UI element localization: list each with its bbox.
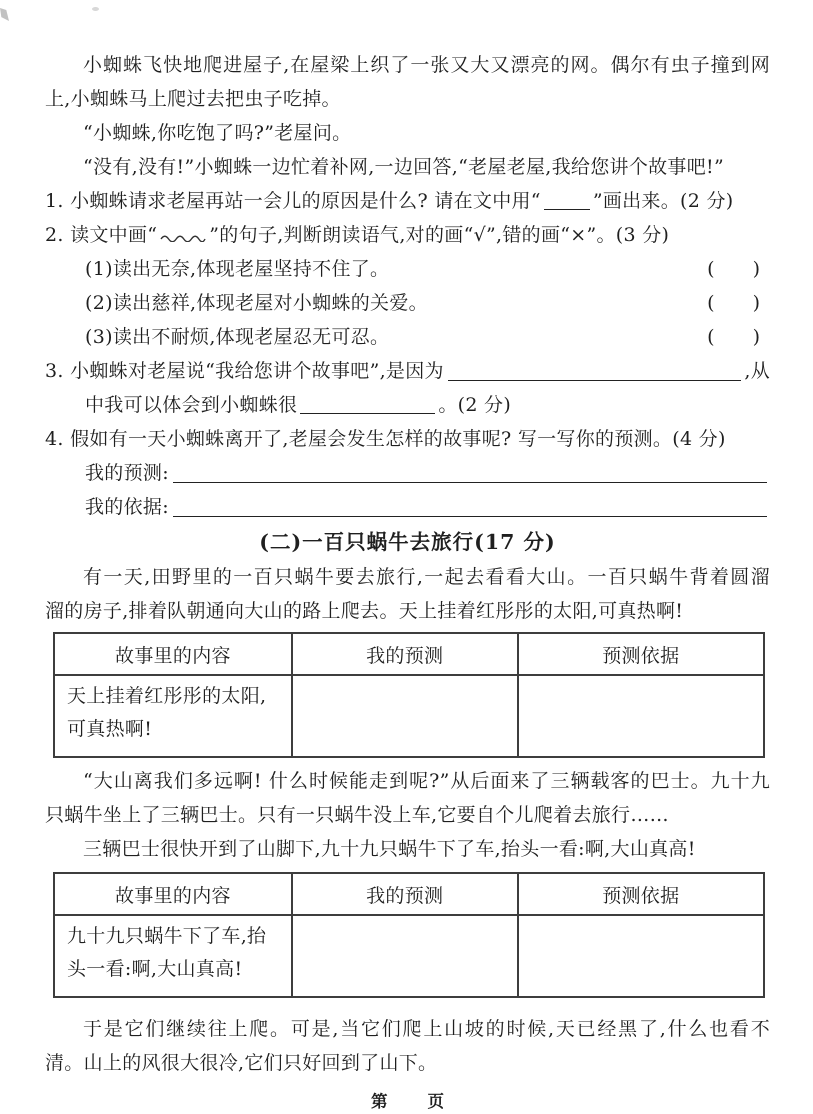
answer-brackets: ( ) xyxy=(707,258,760,280)
blank-underline xyxy=(300,409,435,414)
question-3-text-pre: 3. 小蜘蛛对老屋说“我给您讲个故事吧”,是因为 xyxy=(45,360,444,382)
table-row xyxy=(54,915,764,997)
table-cell-line: 天上挂着红彤彤的太阳, xyxy=(67,685,267,707)
question-3-line2-post: 。(2 分) xyxy=(438,394,512,416)
passage1-line: “没有,没有!”小蜘蛛一边忙着补网,一边回答,“老屋老屋,我给您讲个故事吧!” xyxy=(83,156,724,178)
sub-question-text: (1)读出无奈,体现老屋坚持不住了。 xyxy=(85,258,390,280)
blank-underline xyxy=(173,516,767,517)
table-header-basis: 预测依据 xyxy=(518,873,764,915)
prediction-row xyxy=(45,456,770,490)
table-cell-empty xyxy=(518,915,764,997)
section-2-heading: (二)一百只蜗牛去旅行(17 分) xyxy=(259,530,556,554)
blank-underline xyxy=(544,205,590,210)
table-cell-story xyxy=(54,675,292,757)
passage4-line: 清。山上的风很大很冷,它们只好回到了山下。 xyxy=(45,1052,438,1074)
passage2-line: 有一天,田野里的一百只蜗牛要去旅行,一起去看看大山。一百只蜗牛背着圆溜 xyxy=(83,566,770,588)
prediction-table-2 xyxy=(53,872,765,998)
question-3-line-2 xyxy=(45,388,770,422)
prediction-table-1 xyxy=(53,632,765,758)
table-cell-empty xyxy=(292,915,518,997)
blank-underline xyxy=(173,482,767,483)
sub-question-text: (3)读出不耐烦,体现老屋忍无可忍。 xyxy=(85,326,390,348)
question-2-text-pre: 2. 读文中画“ xyxy=(45,224,158,246)
table-cell-line: 九十九只蜗牛下了车,抬 xyxy=(67,925,267,947)
table-header-story: 故事里的内容 xyxy=(54,633,292,675)
passage3-line: 只蜗牛坐上了三辆巴士。只有一只蜗牛没上车,它要自个儿爬着去旅行…… xyxy=(45,804,669,826)
answer-brackets: ( ) xyxy=(707,292,760,314)
question-2 xyxy=(45,218,770,252)
passage3-line: 三辆巴士很快开到了山脚下,九十九只蜗牛下了车,抬头一看:啊,大山真高! xyxy=(83,838,696,860)
question-1-text-pre: 1. 小蜘蛛请求老屋再站一会儿的原因是什么? 请在文中用“ xyxy=(45,190,541,212)
table-cell-line: 头一看:啊,大山真高! xyxy=(67,958,243,980)
footer-char-di: 第 xyxy=(371,1092,388,1111)
question-1-text-post: ”画出来。(2 分) xyxy=(592,190,734,212)
table-cell-empty xyxy=(518,675,764,757)
footer-char-ye: 页 xyxy=(427,1092,444,1111)
table-cell-empty xyxy=(292,675,518,757)
sub-question-1 xyxy=(45,252,770,286)
question-3-line-1 xyxy=(45,354,770,388)
spacer xyxy=(428,286,707,320)
passage1-line: 上,小蜘蛛马上爬过去把虫子吃掉。 xyxy=(45,88,341,110)
passage1-line: 小蜘蛛飞快地爬进屋子,在屋梁上织了一张又大又漂亮的网。偶尔有虫子撞到网 xyxy=(83,54,770,76)
page-footer xyxy=(45,1088,770,1112)
question-1 xyxy=(45,184,770,218)
passage1-line: “小蜘蛛,你吃饱了吗?”老屋问。 xyxy=(83,122,352,144)
table-header-prediction: 我的预测 xyxy=(292,873,518,915)
scan-artifact xyxy=(92,7,99,11)
question-3-text-post: ,从 xyxy=(744,360,770,382)
wavy-underline-icon xyxy=(160,219,206,252)
spacer xyxy=(389,252,707,286)
question-4: 4. 假如有一天小蜘蛛离开了,老屋会发生怎样的故事呢? 写一写你的预测。(4 分) xyxy=(45,428,726,450)
sub-question-3 xyxy=(45,320,770,354)
spacer xyxy=(389,320,707,354)
table-header-prediction: 我的预测 xyxy=(292,633,518,675)
table-row xyxy=(54,675,764,757)
passage3-line: “大山离我们多远啊! 什么时候能走到呢?”从后面来了三辆载客的巴士。九十九 xyxy=(83,770,770,792)
table-cell-line: 可真热啊! xyxy=(67,718,153,740)
question-2-text-post: ”的句子,判断朗读语气,对的画“√”,错的画“×”。(3 分) xyxy=(209,224,670,246)
table-header-basis: 预测依据 xyxy=(518,633,764,675)
answer-brackets: ( ) xyxy=(707,326,760,348)
table-cell-story xyxy=(54,915,292,997)
basis-label: 我的依据: xyxy=(85,496,169,518)
scan-artifact xyxy=(0,8,9,21)
passage2-line: 溜的房子,排着队朝通向大山的路上爬去。天上挂着红彤彤的太阳,可真热啊! xyxy=(45,600,684,622)
blank-underline xyxy=(448,380,742,381)
table-header-story: 故事里的内容 xyxy=(54,873,292,915)
sub-question-2 xyxy=(45,286,770,320)
question-3-line2-pre: 中我可以体会到小蜘蛛很 xyxy=(85,394,298,416)
prediction-label: 我的预测: xyxy=(85,462,169,484)
basis-row xyxy=(45,490,770,524)
sub-question-text: (2)读出慈祥,体现老屋对小蜘蛛的关爱。 xyxy=(85,292,428,314)
passage4-line: 于是它们继续往上爬。可是,当它们爬上山坡的时候,天已经黑了,什么也看不 xyxy=(83,1018,770,1040)
